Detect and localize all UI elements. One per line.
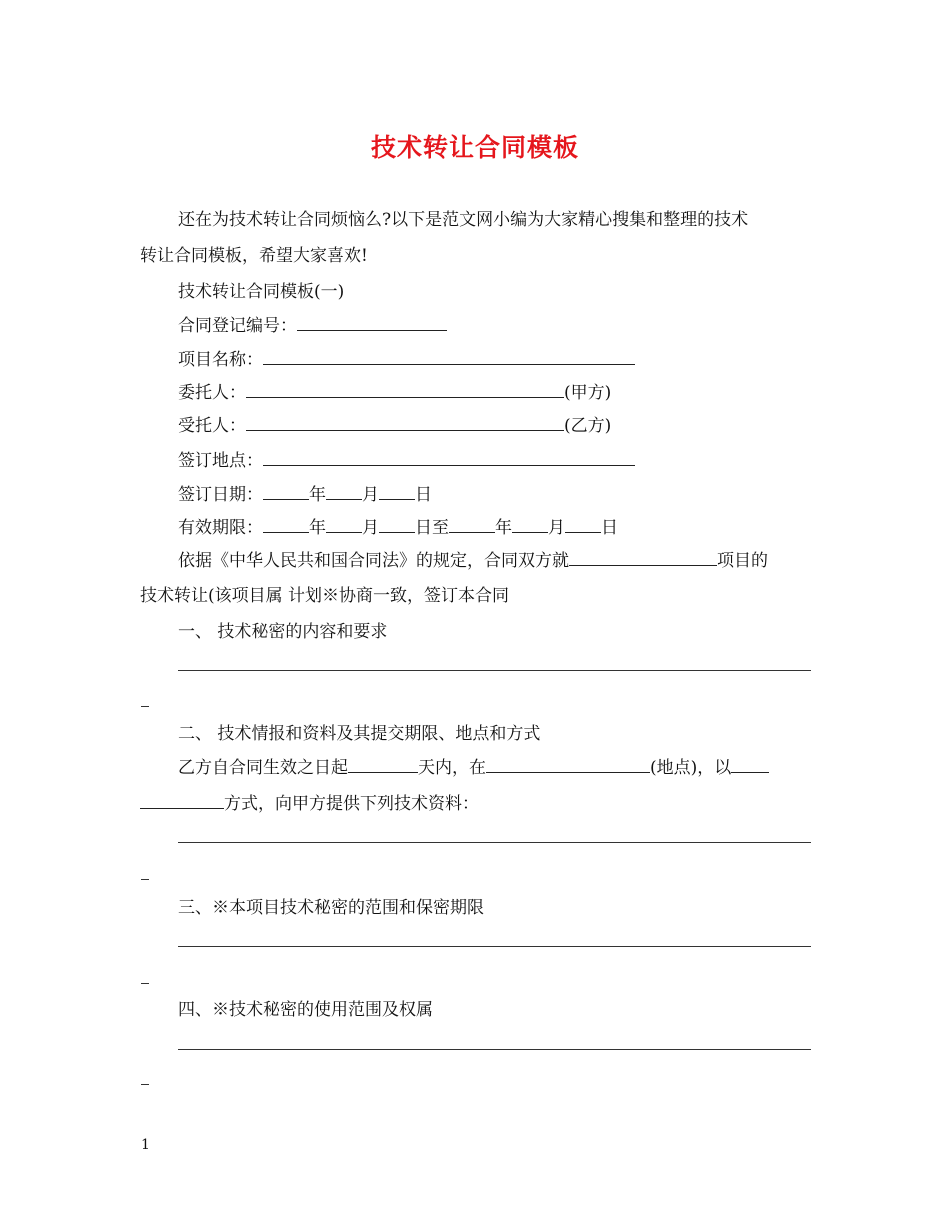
end-year-unit: 年 (495, 518, 512, 538)
section-2-text-b: 天内，在 (418, 758, 486, 778)
sign-place-label: 签订地点： (178, 451, 263, 471)
section-4-fill-dash (141, 1084, 149, 1085)
validity-label: 有效期限： (178, 518, 263, 538)
section-1-heading: 一、 技术秘密的内容和要求 (178, 622, 388, 642)
project-blank (569, 549, 717, 566)
start-day-blank (379, 516, 415, 533)
sign-date-label: 签订日期： (178, 485, 263, 505)
intro-paragraph-line-1: 还在为技术转让合同烦恼么?以下是范文网小编为大家精心搜集和整理的技术 (178, 210, 749, 230)
client-row (178, 381, 611, 405)
method-blank-end (140, 792, 224, 809)
contract-number-label: 合同登记编号： (178, 316, 297, 336)
day-unit: 日 (415, 485, 432, 505)
section-2-text-c: (地点)，以 (650, 758, 732, 778)
end-month-blank (512, 516, 548, 533)
month-unit: 月 (362, 485, 379, 505)
section-2-fill-line (178, 842, 811, 843)
trustee-suffix: (乙方) (564, 416, 612, 436)
project-name-blank (263, 348, 635, 365)
days-blank (348, 756, 418, 773)
section-3-fill-line (178, 946, 811, 947)
day-blank (379, 483, 415, 500)
page-number: 1 (141, 1137, 150, 1153)
start-day-to-unit: 日至 (415, 518, 449, 538)
end-day-unit: 日 (601, 518, 618, 538)
document-title: 技术转让合同模板 (370, 133, 579, 162)
section-4-heading: 四、※技术秘密的使用范围及权属 (178, 1000, 433, 1020)
section-2-fill-dash (141, 879, 149, 880)
trustee-blank (246, 414, 564, 431)
section-2-body-line-1 (178, 756, 769, 780)
sign-date-row (178, 483, 432, 507)
basis-line-1 (178, 549, 768, 573)
method-blank-start (731, 756, 769, 773)
project-name-label: 项目名称： (178, 350, 263, 370)
end-month-unit: 月 (548, 518, 565, 538)
section-2-text-d: 方式，向甲方提供下列技术资料： (224, 794, 479, 814)
section-2-body-line-2 (140, 792, 479, 816)
contract-number-row (178, 314, 447, 338)
basis-line-2: 技术转让(该项目属 计划※协商一致，签订本合同 (140, 586, 510, 606)
section-1-fill-dash (141, 706, 149, 707)
contract-number-blank (297, 314, 447, 331)
client-suffix: (甲方) (564, 383, 612, 403)
trustee-label: 受托人： (178, 416, 246, 436)
start-year-blank (263, 516, 309, 533)
year-unit: 年 (309, 485, 326, 505)
section-4-fill-line (178, 1049, 811, 1050)
sign-place-blank (263, 449, 635, 466)
section-1-fill-line (178, 670, 811, 671)
basis-text-b: 项目的 (717, 551, 768, 571)
year-blank (263, 483, 309, 500)
intro-paragraph-line-2: 转让合同模板，希望大家喜欢! (140, 246, 368, 266)
location-blank (486, 756, 650, 773)
section-3-fill-dash (141, 983, 149, 984)
start-month-blank (326, 516, 362, 533)
contract-subtitle: 技术转让合同模板(一) (178, 282, 345, 302)
start-year-unit: 年 (309, 518, 326, 538)
section-2-heading: 二、 技术情报和资料及其提交期限、地点和方式 (178, 724, 541, 744)
basis-text-a: 依据《中华人民共和国合同法》的规定，合同双方就 (178, 551, 569, 571)
end-year-blank (449, 516, 495, 533)
end-day-blank (565, 516, 601, 533)
validity-row (178, 516, 618, 540)
sign-place-row (178, 449, 635, 473)
trustee-row (178, 414, 611, 438)
start-month-unit: 月 (362, 518, 379, 538)
project-name-row (178, 348, 635, 372)
section-3-heading: 三、※本项目技术秘密的范围和保密期限 (178, 898, 484, 918)
section-2-text-a: 乙方自合同生效之日起 (178, 758, 348, 778)
month-blank (326, 483, 362, 500)
client-blank (246, 381, 564, 398)
client-label: 委托人： (178, 383, 246, 403)
